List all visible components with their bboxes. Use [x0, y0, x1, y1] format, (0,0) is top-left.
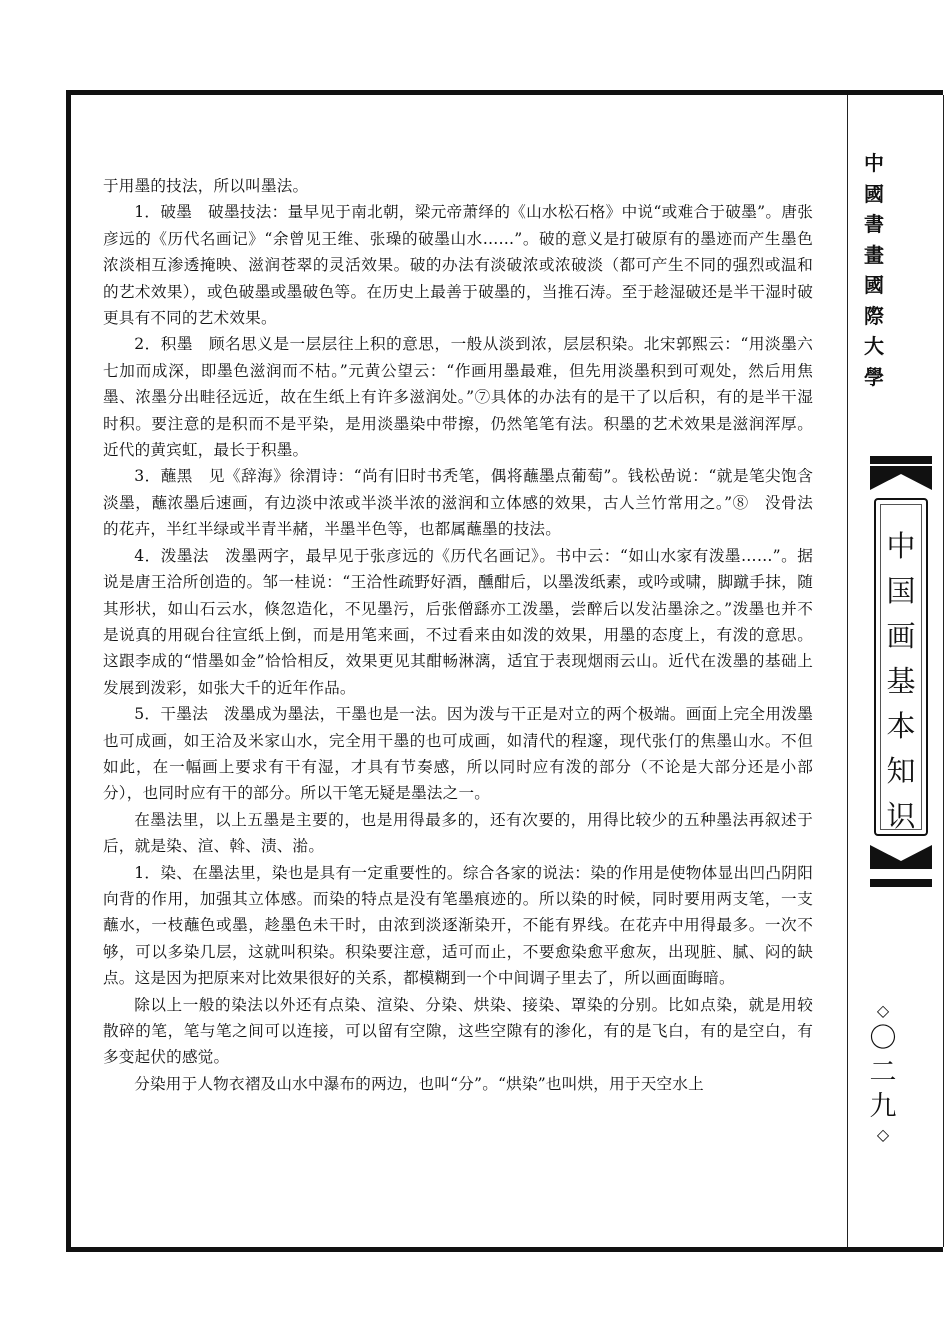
paragraph: 除以上一般的染法以外还有点染、渲染、分染、烘染、接染、罩染的分别。比如点染，就是用较散碎的笔，笔与笔之间可以连接，可以留有空隙，这些空隙有的渗化，有的是飞白，有的是空白，有多变起伏的感觉。 — [103, 995, 813, 1067]
ornament-cap — [870, 845, 932, 869]
university-char: 書 — [864, 212, 884, 236]
university-name — [860, 148, 888, 392]
university-char: 國 — [864, 273, 884, 297]
university-char: 中 — [864, 151, 884, 175]
divider-line — [943, 95, 944, 1247]
diamond-icon: ◇ — [876, 1125, 890, 1144]
paragraph: 1．破墨 破墨技法：量早见于南北朝，梁元帝萧绎的《山水松石格》中说“或难合于破墨”。唐张彦远的《历代名画记》“余曾见王维、张璪的破墨山水……”。破的意义是打破原有的墨迹而产生墨色浓淡相互渗透掩映、滋润苍翠的灵活效果。破的办法有淡破浓或浓破淡（都可产生不同的强烈或温和的艺术效果），或色破墨或墨破色等。在历史上最善于破墨的，当推石涛。至于趁湿破还是半干湿时破更具有不同的艺术效果。 — [103, 203, 813, 328]
book-title — [878, 524, 924, 839]
diamond-icon: ◇ — [876, 1001, 890, 1020]
divider-line — [847, 95, 848, 1247]
ornament-bar — [870, 456, 932, 464]
university-char: 際 — [864, 303, 884, 328]
ornament-bar — [870, 879, 932, 887]
page-number-char: 二 — [869, 1057, 897, 1088]
page-number-char: 〇 — [869, 1023, 897, 1054]
paragraph: 在墨法里，以上五墨是主要的，也是用得最多的，还有次要的，用得比较少的五种墨法再叙述于后，就是染、渲、斡、渍、湁。 — [103, 810, 813, 856]
book-title-char: 基 — [886, 664, 916, 698]
page-number-char: 九 — [869, 1091, 897, 1122]
book-title-char: 本 — [886, 709, 916, 743]
paragraph: 1．染、在墨法里，染也是具有一定重要性的。综合各家的说法：染的作用是使物体显出凹凸阴阳向背的作用，加强其立体感。而染的特点是没有笔墨痕迹的。所以染的时候，同时要用两支笔，一支蘸水，一枝蘸色或墨，趁墨色未干时，由浓到淡逐渐染开，不能有界线。在花卉中用得最多。一次不够，可以多染几层，这就叫积染。积染要注意，适可而止，不要愈染愈平愈灰，出现脏、腻、闷的缺点。这是因为把原来对比效果很好的关系，都模糊到一个中间调子里去了，所以画面晦暗。 — [103, 863, 813, 988]
university-char: 國 — [864, 181, 884, 206]
book-title-char: 国 — [886, 574, 916, 608]
paragraph: 4．泼墨法 泼墨两字，最早见于张彦远的《历代名画记》。书中云：“如山水家有泼墨……”。据说是唐王洽所创造的。邹一桂说：“王洽性疏野好酒，醺酣后，以墨泼纸素，或吟或啸，脚蹴手抹，随其形状，如山石云水，倏忽造化，不见墨污，后张僧繇亦工泼墨，尝醉后以发沾墨涂之。”泼墨也并不是说真的用砚台往宣纸上倒，而是用笔来画，不过看来由如泼的效果，用墨的态度上，有泼的意思。这跟李成的“惜墨如金”恰恰相反，效果更见其酣畅淋漓，适宜于表现烟雨云山。近代在泼墨的基础上发展到泼彩，如张大千的近年作品。 — [103, 546, 813, 697]
paragraph: 2．积墨 顾名思义是一层层往上积的意思，一般从淡到浓，层层积染。北宋郭熙云：“用淡墨六七加而成深，即墨色滋润而不枯。”元黄公望云：“作画用墨最难，但先用淡墨积到可观处，然后用焦墨、浓墨分出畦径远近，故在生纸上有许多滋润处。”⑦具体的办法有的是干了以后积，有的是半干湿时积。要注意的是积而不是平染，是用淡墨染中带擦，仍然笔笔有法。积墨的艺术效果是滋润浑厚。近代的黄宾虹，最长于积墨。 — [103, 335, 813, 460]
book-title-char: 画 — [886, 619, 916, 653]
university-char: 學 — [864, 364, 884, 389]
book-title-char: 中 — [886, 529, 916, 563]
paragraph: 5．干墨法 泼墨成为墨法，干墨也是一法。因为泼与干正是对立的两个极端。画面上完全用泼墨也可成画，如王洽及米家山水，完全用干墨的也可成画，如清代的程邃，现代张仃的焦墨山水。不但如此，在一幅画上要求有干有湿，才具有节奏感，所以同时应有泼的部分（不论是大部分还是小部分），也同时应有干的部分。所以干笔无疑是墨法之一。 — [103, 705, 813, 803]
body-text — [103, 173, 813, 1097]
ornament-cap — [870, 466, 932, 490]
paragraph: 于用墨的技法，所以叫墨法。 — [103, 177, 309, 195]
book-title-char: 知 — [886, 754, 916, 788]
university-char: 大 — [864, 334, 884, 358]
paragraph: 3．蘸黑 见《辞海》徐渭诗：“尚有旧时书秃笔，偶将蘸墨点葡萄”。钱松嵒说：“就是笔尖饱含淡墨，蘸浓墨后速画，有边淡中浓或半淡半浓的滋润和立体感的效果，古人兰竹常用之。”⑧ 没骨法的花卉，半红半绿或半青半赭，半墨半色等，也都属蘸墨的技法。 — [103, 467, 813, 539]
page-number — [866, 1000, 900, 1146]
book-title-char: 识 — [886, 799, 916, 833]
paragraph: 分染用于人物衣褶及山水中瀑布的两边，也叫“分”。“烘染”也叫烘，用于天空水上 — [134, 1074, 704, 1093]
university-char: 畫 — [864, 242, 884, 267]
